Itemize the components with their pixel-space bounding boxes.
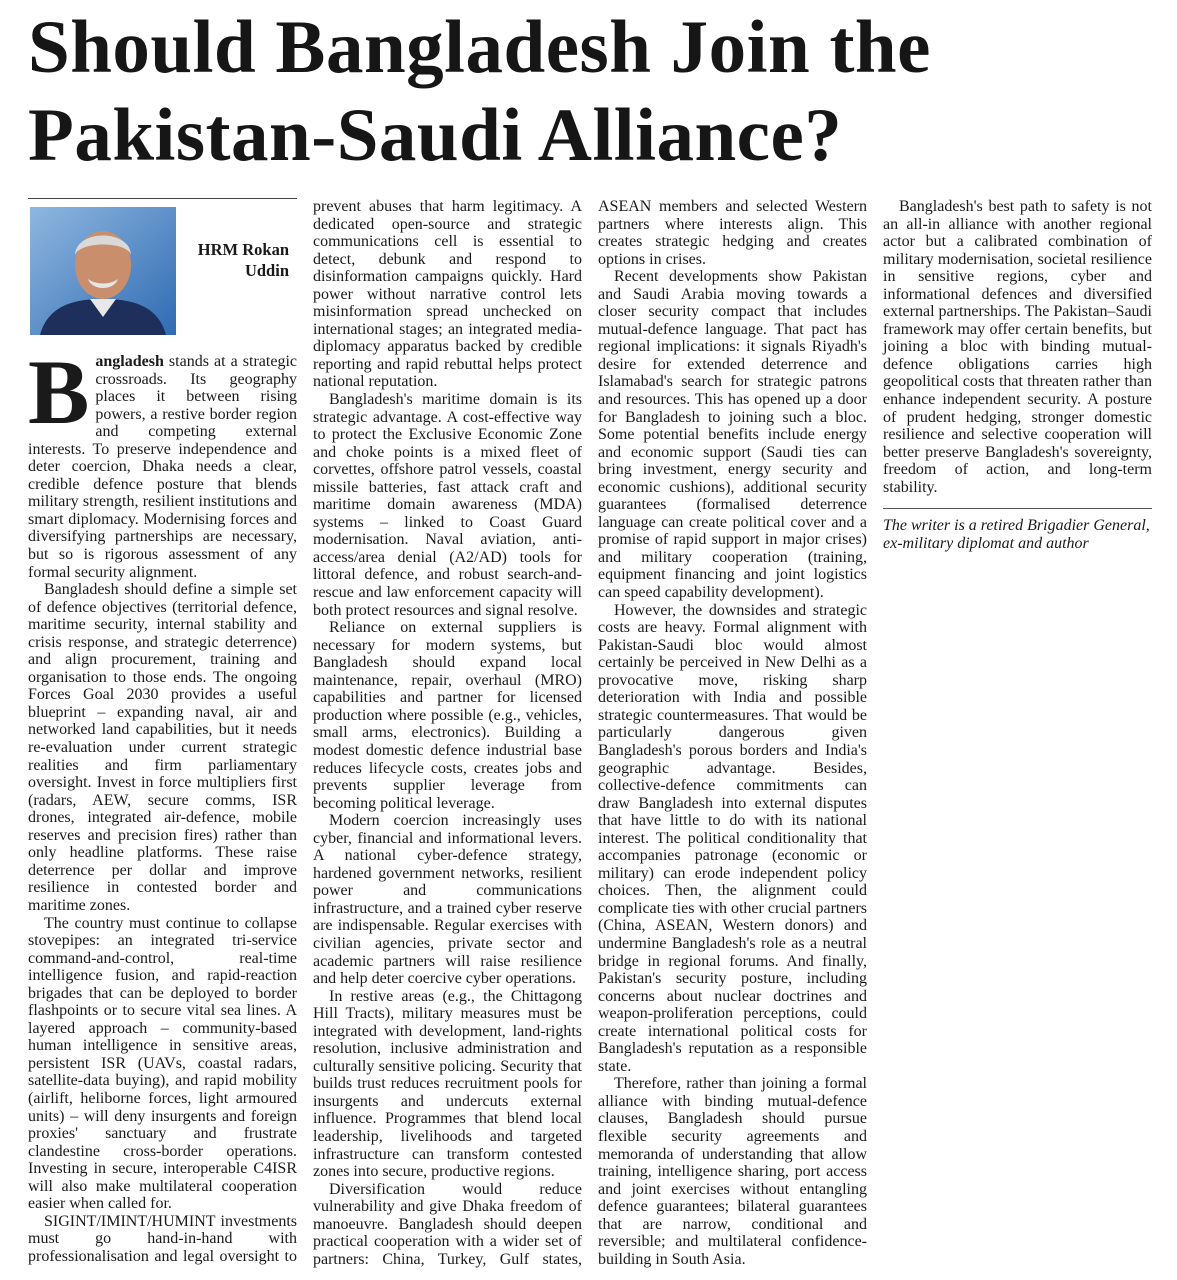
paragraph: However, the downsides and strategic costs are heavy. Formal alignment with Pakistan-Saudi bloc would almost certainly be perceived in New Delhi as a provocative move, risking sharp deterioration with India and possible strategic countermeasures. That would be particularly dangerous given Bangladesh's porous borders and India's geographic advantage. Besides, collective-defence commitments can draw Bangladesh into external disputes that have little to do with its national interest. The political conditionality that accompanies patronage (economic or military) can erode independent policy choices. Then, the alignment could complicate ties with other crucial partners (China, ASEAN, Western donors) and undermine Bangladesh's role as a neutral bridge in regional forums. And finally, Pakistan's security posture, including concerns about nuclear doctrines and weapon-proliferation perceptions, could create international political costs for Bangladesh's reputation as a responsible state. [598,601,867,1075]
paragraph: In restive areas (e.g., the Chittagong Hill Tracts), military measures must be integrated with development, land-rights resolution, inclusive administration and culturally sensitive policing. Security that builds trust reduces recruitment pools for insurgents and undercuts external influence. Programmes that blend local leadership, livelihoods and targeted infrastructure can transform contested zones into secure, productive regions. [313,987,582,1181]
paragraph: Recent developments show Pakistan and Saudi Arabia moving towards a closer security compact that includes mutual-defence language. That pact has regional implications: it signals Riyadh's desire for extended deterrence and Islamabad's search for strategic patrons and resources. This has opened up a door for Bangladesh to joining such a bloc. Some potential benefits include energy and economic support (Saudi ties can bring investment, energy security and economic cushions), additional security guarantees (formalised deterrence language can create political cover and a promise of rapid support in major crises) and military cooperation (training, equipment financing and joint logistics can speed capability development). [598,268,867,602]
author-photo [30,207,176,335]
paragraph: Diversification would reduce vulnerability and give Dhaka freedom of manoeuvre. Bangladesh should deepen practical cooperation with a wider set of partners: China, Turkey, Gulf states, ASEAN members and selected Western partners where interests align. This creates strategic hedging and creates options in crises. [313,198,867,1268]
headline: Should Bangladesh Join the Pakistan-Saudi Alliance? [28,6,931,177]
author-box [28,198,297,341]
paragraph: Modern coercion increasingly uses cyber, financial and informational levers. A national cyber-defence strategy, hardened government networks, resilient power and communications infrastructure, and a trained cyber reserve are indispensable. Regular exercises with civilian agencies, private sector and academic partners will raise resilience and help deter coercive cyber operations. [313,812,582,988]
paragraph: Bangladesh's best path to safety is not an all-in alliance with another regional actor but a calibrated combination of military modernisation, societal resilience in sensitive regions, cyber and informational defences and diversified external partnerships. The Pakistan–Saudi framework may offer certain benefits, but joining a bloc with binding mutual-defence obligations carries high geopolitical costs that threaten rather than enhance independent security. A posture of prudent hedging, stronger domestic resilience and selective cooperation will better preserve Bangladesh's sovereignty, freedom of action, and long-term stability. [883,198,1152,496]
lead-word: angladesh [95,353,164,370]
paragraph: Bangladesh's maritime domain is its strategic advantage. A cost-effective way to protect the Exclusive Economic Zone and choke points is a mixed fleet of corvettes, offshore patrol vessels, coastal missile batteries, fast attack craft and maritime domain awareness (MDA) systems – linked to Coast Guard modernisation. Naval aviation, anti-access/area denial (A2/AD) tools for littoral defence, and robust search-and-rescue and law enforcement capacity will both protect resources and signal resolve. [313,391,582,619]
paragraph: SIGINT/IMINT/HUMINT investments must go hand-in-hand with professionalisation and legal oversight to prevent abuses that harm legitimacy. A dedicated open-source and strategic communications cell is essential to detect, debunk and respond to disinformation campaigns quickly. Hard power without narrative control lets misinformation spread unchecked on international stages; an integrated media-diplomacy apparatus backed by credible reporting and rapid rebuttal helps protect national reputation. [28,198,582,1265]
author-name: HRM Rokan Uddin [197,240,289,280]
paragraph [28,341,297,581]
paragraph: The country must continue to collapse stovepipes: an integrated tri-service command-and-control, real-time intelligence fusion, and rapid-reaction brigades that can be deployed to border flashpoints or to secure vital sea lines. A layered approach – community-based human intelligence in sensitive areas, persistent ISR (UAVs, coastal radars, satellite-data buying), and rapid mobility (airlift, heliborne forces, light armoured units) – will deny insurgents and foreign proxies' sanctuary and frustrate clandestine cross-border operations. Investing in secure, interoperable C4ISR will also make multilateral cooperation easier when called for. [28,914,297,1213]
paragraph-text: stands at a strategic crossroads. Its geography places it between rising powers, a restive border region and competing external interests. To preserve independence and deter coercion, Dhaka needs a clear, credible defence posture that blends military strength, resilient institutions and smart diplomacy. Modernising forces and diversifying partnerships are necessary, but so is rigorous assessment of any formal security alignment. [28,353,297,581]
drop-cap: B [28,341,90,443]
author-footnote: The writer is a retired Brigadier General, ex-military diplomat and author [883,508,1152,552]
paragraph: Bangladesh should define a simple set of defence objectives (territorial defence, maritime security, internal stability and crisis response, and strategic deterrence) and align procurement, training and organisation to those ends. The ongoing Forces Goal 2030 provides a useful blueprint – expanding naval, air and networked land capabilities, but it needs re-evaluation under current strategic realities and firm parliamentary oversight. Invest in force multipliers first (radars, AEW, secure comms, ISR drones, integrated air-defence, mobile reserves and precision fires) rather than only headline platforms. These raise deterrence per dollar and improve resilience in contested border and maritime zones. [28,581,297,914]
article-body [28,198,1152,1272]
paragraph: Reliance on external suppliers is necessary for modern systems, but Bangladesh should expand local maintenance, repair, overhaul (MRO) capabilities and partner for licensed production where possible (e.g., vehicles, small arms, electronics). Building a modest domestic defence industrial base reduces lifecycle costs, creates jobs and prevents supplier leverage from becoming political leverage. [313,619,582,812]
paragraph: Therefore, rather than joining a formal alliance with binding mutual-defence clauses, Bangladesh should pursue flexible security agreements and memoranda of understanding that allow training, intelligence sharing, port access and joint exercises without entangling defence guarantees; bilateral guarantees that are narrow, conditional and reversible; and multilateral confidence-building in South Asia. [598,1075,867,1268]
